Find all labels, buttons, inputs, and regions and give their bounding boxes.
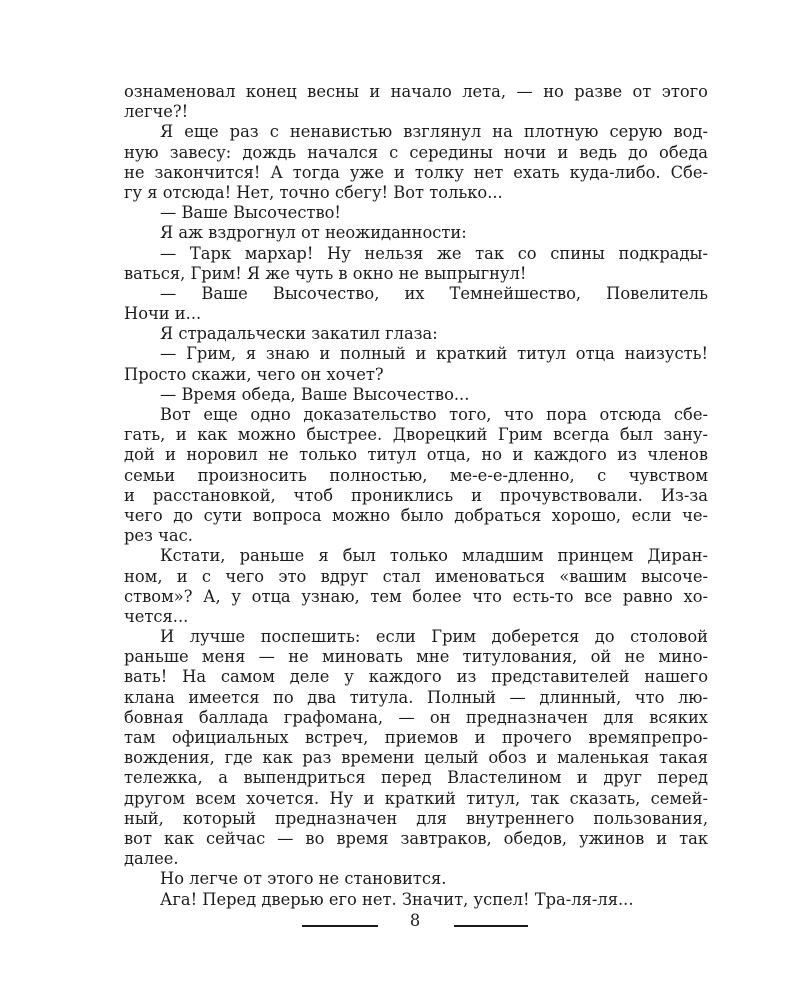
text-line: Ага! Перед дверью его нет. Значит, успел! Тра-ля-ля... bbox=[160, 889, 634, 909]
text-line: — Ваше Высочество, их Темнейшество, Повелитель bbox=[160, 283, 708, 303]
text-line: Просто скажи, чего он хочет? bbox=[124, 364, 384, 384]
text-line: Но легче от этого не становится. bbox=[160, 869, 447, 889]
text-line: ную завесу: дождь начался с середины ночи и ведь до обеда bbox=[124, 142, 708, 162]
text-line: — Ваше Высочество! bbox=[160, 203, 341, 223]
text-line: вот как сейчас — во время завтраков, обедов, ужинов и так bbox=[124, 828, 708, 848]
text-line: Вот еще одно доказательство того, что пора отсюда сбе- bbox=[160, 405, 708, 424]
text-line: рез час. bbox=[124, 526, 193, 546]
text-line: семьи произносить полностью, ме-е-е-дленно, с чувством bbox=[124, 465, 708, 485]
text-line: ваться, Грим! Я же чуть в окно не выпрыгнул! bbox=[124, 263, 527, 283]
text-line: Я еще раз с ненавистью взглянул на плотную серую вод- bbox=[160, 122, 708, 142]
text-line: ном, и с чего это вдруг стал именоваться «вашим высоче- bbox=[124, 566, 708, 586]
text-line: Я аж вздрогнул от неожиданности: bbox=[160, 223, 467, 243]
text-line: там официальных встреч, приемов и прочего времяпрепро- bbox=[124, 728, 708, 747]
text-line: Ночи и... bbox=[124, 304, 202, 324]
text-line: И лучше поспешить: если Грим доберется до столовой bbox=[160, 627, 708, 647]
text-line: и расстановкой, чтоб прониклись и прочувствовали. Из-за bbox=[124, 485, 708, 505]
text-line: ством»? А, у отца узнаю, тем более что есть-то все равно хо- bbox=[124, 586, 708, 606]
footer-rule-right bbox=[454, 925, 528, 927]
text-line: — Время обеда, Ваше Высочество... bbox=[160, 384, 470, 404]
footer-rule-left bbox=[302, 925, 378, 927]
body-text bbox=[124, 82, 708, 910]
page-footer bbox=[0, 909, 800, 933]
text-line: чется... bbox=[124, 606, 189, 626]
text-line: — Грим, я знаю и полный и краткий титул отца наизусть! bbox=[160, 344, 708, 364]
text-line: Кстати, раньше я был только младшим принцем Диран- bbox=[160, 546, 708, 566]
page-number: 8 bbox=[409, 911, 421, 930]
text-line: Я страдальчески закатил глаза: bbox=[160, 324, 438, 344]
text-line: тележка, а выпендриться перед Властелином и друг перед bbox=[124, 768, 708, 788]
text-line: дой и норовил не только титул отца, но и каждого из членов bbox=[124, 445, 708, 465]
text-line: легче?! bbox=[124, 102, 189, 122]
text-line: гать, и как можно быстрее. Дворецкий Грим всегда был зану- bbox=[124, 425, 708, 445]
text-line: — Тарк мархар! Ну нельзя же так со спины подкрады- bbox=[160, 243, 708, 263]
text-line: вождения, где как раз времени целый обоз и маленькая такая bbox=[124, 748, 708, 768]
text-line: вать! На самом деле у каждого из представителей нашего bbox=[124, 667, 708, 687]
text-line: клана имеется по два титула. Полный — длинный, что лю- bbox=[124, 687, 708, 707]
text-line: не закончится! А тогда уже и толку нет ехать куда-либо. Сбе- bbox=[124, 162, 708, 182]
text-line: ный, который предназначен для внутреннего пользования, bbox=[124, 808, 708, 828]
text-line: гу я отсюда! Нет, точно сбегу! Вот только... bbox=[124, 182, 503, 202]
text-line: далее. bbox=[124, 849, 179, 869]
text-line: бовная баллада графомана, — он предназначен для всяких bbox=[124, 707, 708, 727]
text-line: другом всем хочется. Ну и краткий титул, так сказать, семей- bbox=[124, 788, 708, 808]
text-line: раньше меня — не миновать мне титулования, ой не мино- bbox=[124, 647, 708, 667]
text-line: чего до сути вопроса можно было добраться хорошо, если че- bbox=[124, 505, 708, 525]
text-line: ознаменовал конец весны и начало лета, — но разве от этого bbox=[124, 82, 708, 101]
